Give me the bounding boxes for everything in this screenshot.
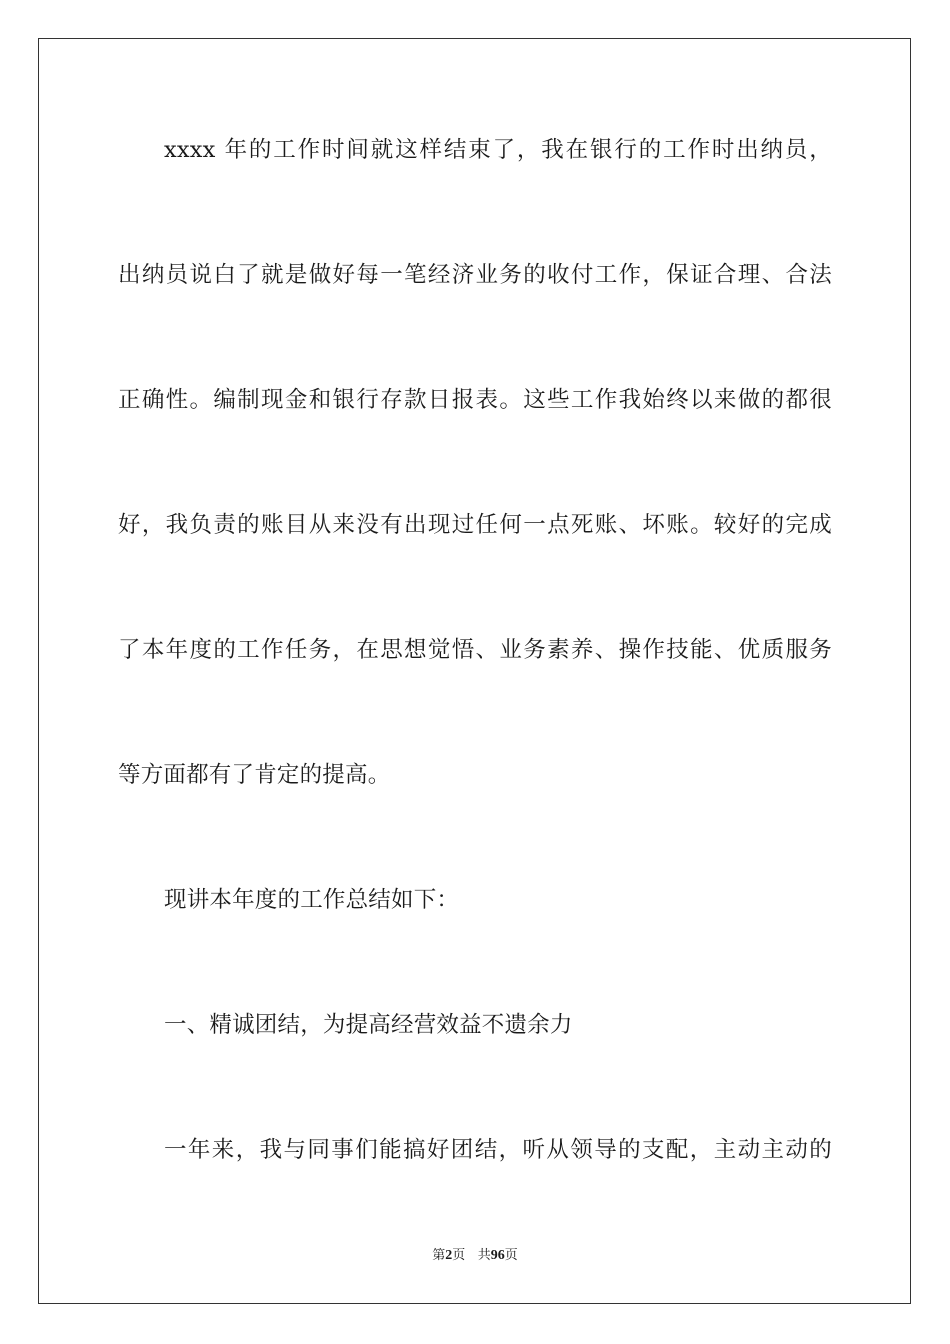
footer-total-prefix: 共	[477, 1248, 491, 1263]
paragraph-line-2: 出纳员说白了就是做好每一笔经济业务的收付工作，保证合理、合法	[118, 262, 832, 288]
paragraph-line-9: 一年来，我与同事们能搞好团结，听从领导的支配，主动主动的	[164, 1137, 832, 1163]
page-border	[38, 38, 911, 1304]
paragraph-line-5: 了本年度的工作任务，在思想觉悟、业务素养、操作技能、优质服务	[118, 637, 832, 663]
paragraph-line-6: 等方面都有了肯定的提高。	[118, 762, 391, 788]
page-footer	[0, 1247, 950, 1265]
footer-page-number: 2	[445, 1248, 453, 1263]
section-intro-line: 现讲本年度的工作总结如下：	[164, 887, 460, 913]
paragraph-line-1: xxxx 年的工作时间就这样结束了，我在银行的工作时出纳员，	[164, 137, 832, 163]
footer-total-suffix: 页	[504, 1248, 518, 1263]
section-heading-1: 一、精诚团结，为提高经营效益不遗余力	[164, 1012, 573, 1038]
paragraph-line-4: 好，我负责的账目从来没有出现过任何一点死账、坏账。较好的完成	[118, 512, 832, 538]
footer-page-suffix: 页	[452, 1248, 466, 1263]
footer-prefix: 第	[432, 1248, 446, 1263]
footer-total-pages: 96	[490, 1248, 505, 1263]
paragraph-line-3: 正确性。编制现金和银行存款日报表。这些工作我始终以来做的都很	[118, 387, 832, 413]
